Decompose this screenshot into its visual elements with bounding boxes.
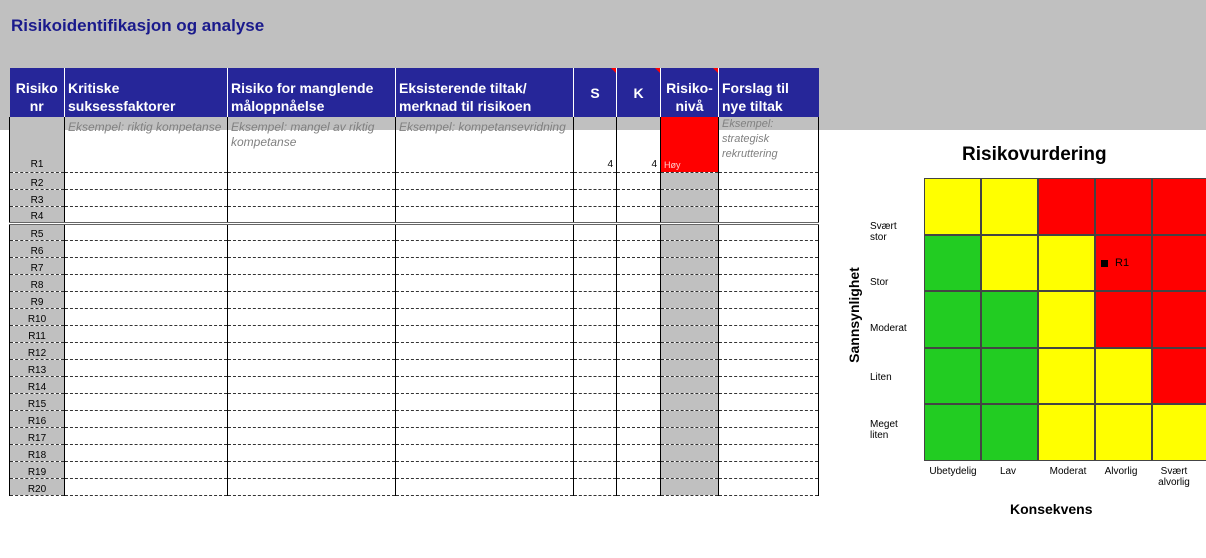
matrix-cell [1095,291,1152,348]
existing-cell[interactable] [396,410,574,427]
table-row [10,427,819,444]
existing-cell[interactable] [396,206,574,223]
matrix-cell [981,235,1038,292]
matrix-cell [1095,178,1152,235]
existing-cell[interactable] [396,444,574,461]
risk-cell[interactable] [228,342,396,359]
header-risk-level-label: Risiko- nivå [666,80,713,114]
risk-cell[interactable] [228,308,396,325]
s-cell[interactable] [574,189,617,206]
page-title: Risikoidentifikasjon og analyse [11,16,265,35]
level-cell[interactable] [661,427,719,444]
table-row [10,257,819,274]
s-cell[interactable] [574,257,617,274]
comment-indicator[interactable] [713,68,718,73]
table-row [10,359,819,376]
table-row [10,291,819,308]
level-cell[interactable] [661,291,719,308]
header-risk-level[interactable] [661,68,719,117]
proposal-cell[interactable] [719,274,819,291]
s-cell[interactable] [574,325,617,342]
existing-cell[interactable] [396,376,574,393]
table-row [10,172,819,189]
level-cell[interactable] [661,172,719,189]
factors-cell[interactable] [65,274,228,291]
level-cell[interactable] [661,257,719,274]
k-cell[interactable] [617,359,661,376]
k-cell[interactable] [617,274,661,291]
k-cell[interactable] [617,376,661,393]
matrix-cell [1152,178,1206,235]
header-proposal[interactable]: Forslag til nye tiltak [719,68,819,117]
factors-cell[interactable] [65,359,228,376]
s-cell[interactable] [574,427,617,444]
matrix-cell [924,291,981,348]
factors-cell[interactable] [65,325,228,342]
existing-cell[interactable] [396,359,574,376]
risk-marker-label: R1 [1115,256,1130,269]
risk-cell[interactable] [228,461,396,478]
nr-cell[interactable]: R4 [10,206,65,223]
factors-cell[interactable] [65,393,228,410]
risk-matrix [924,178,1206,461]
existing-cell[interactable] [396,325,574,342]
factors-cell[interactable] [65,308,228,325]
k-cell[interactable] [617,393,661,410]
factors-cell[interactable] [65,172,228,189]
nr-cell[interactable]: R8 [10,274,65,291]
k-cell[interactable] [617,223,661,240]
risk-cell[interactable] [228,444,396,461]
nr-cell[interactable]: R17 [10,427,65,444]
table-row [10,393,819,410]
risk-cell[interactable] [228,172,396,189]
risk-cell[interactable] [228,223,396,240]
proposal-cell[interactable] [719,257,819,274]
matrix-cell [1152,348,1206,405]
factors-cell[interactable] [65,478,228,495]
s-cell[interactable] [574,240,617,257]
table-row [10,325,819,342]
s-cell[interactable] [574,410,617,427]
x-tick-label: Alvorlig [1104,466,1138,477]
header-risk[interactable]: Risiko for manglende måloppnåelse [228,68,396,117]
matrix-cell [924,404,981,461]
level-cell[interactable] [661,240,719,257]
factors-cell[interactable] [65,257,228,274]
k-cell[interactable] [617,189,661,206]
s-cell[interactable] [574,444,617,461]
risk-cell[interactable] [228,376,396,393]
level-cell[interactable] [661,393,719,410]
nr-cell[interactable]: R14 [10,376,65,393]
k-cell[interactable] [617,172,661,189]
y-tick-label: Moderat [870,323,907,334]
nr-cell[interactable]: R6 [10,240,65,257]
table-row [10,308,819,325]
factors-cell[interactable] [65,444,228,461]
s-cell[interactable] [574,172,617,189]
s-cell[interactable] [574,393,617,410]
factors-cell[interactable] [65,376,228,393]
matrix-cell [981,291,1038,348]
factors-cell[interactable] [65,427,228,444]
matrix-cell [1038,348,1095,405]
k-cell[interactable] [617,206,661,223]
existing-cell[interactable] [396,427,574,444]
risk-table [9,68,819,496]
level-cell[interactable] [661,325,719,342]
risk-cell[interactable] [228,393,396,410]
existing-cell[interactable] [396,342,574,359]
level-cell[interactable]: Høy [661,117,719,172]
table-row [10,342,819,359]
existing-cell[interactable] [396,257,574,274]
table-row [10,461,819,478]
nr-cell[interactable]: R2 [10,172,65,189]
factors-example-text: Eksempel: riktig kompetanse [68,120,222,134]
matrix-cell [1038,291,1095,348]
table-row [10,240,819,257]
proposal-cell[interactable] [719,444,819,461]
table-body [10,117,819,495]
table-row [10,376,819,393]
y-tick-label: Stor [870,277,889,288]
nr-cell[interactable]: R5 [10,223,65,240]
matrix-cell [1095,404,1152,461]
factors-cell[interactable] [65,291,228,308]
x-tick-label: Lav [999,466,1017,477]
risk-cell[interactable] [228,427,396,444]
factors-cell[interactable] [65,342,228,359]
existing-cell[interactable] [396,240,574,257]
s-cell[interactable] [574,342,617,359]
proposal-example-text: Eksempel: strategisk rekruttering [722,118,778,160]
s-cell[interactable] [574,291,617,308]
table-row [10,478,819,495]
risk-cell[interactable] [228,359,396,376]
nr-cell[interactable]: R20 [10,478,65,495]
proposal-cell[interactable] [719,359,819,376]
nr-cell[interactable]: R18 [10,444,65,461]
factors-cell[interactable] [65,461,228,478]
level-cell[interactable] [661,376,719,393]
s-cell[interactable] [574,359,617,376]
matrix-cell [1152,291,1206,348]
matrix-cell [1095,348,1152,405]
nr-cell[interactable]: R19 [10,461,65,478]
s-cell[interactable] [574,478,617,495]
header-k-label: K [633,84,644,101]
matrix-cell [1038,235,1095,292]
matrix-cell [1038,404,1095,461]
k-cell[interactable] [617,478,661,495]
proposal-cell[interactable] [719,478,819,495]
level-cell[interactable] [661,410,719,427]
s-cell[interactable] [574,308,617,325]
table-row [10,117,819,172]
table-header-row [10,68,819,117]
proposal-cell[interactable] [719,189,819,206]
risk-cell[interactable] [228,291,396,308]
existing-cell[interactable] [396,308,574,325]
proposal-cell[interactable] [719,325,819,342]
existing-cell[interactable] [396,274,574,291]
nr-cell[interactable]: R3 [10,189,65,206]
nr-cell[interactable]: R11 [10,325,65,342]
matrix-cell [924,348,981,405]
risk-cell[interactable] [228,478,396,495]
existing-cell[interactable] [396,461,574,478]
existing-cell[interactable] [396,189,574,206]
existing-cell[interactable] [396,291,574,308]
existing-example-text: Eksempel: kompetansevridning [399,120,566,134]
s-cell[interactable]: 4 [574,117,617,172]
matrix-cell [981,348,1038,405]
proposal-cell[interactable] [719,291,819,308]
proposal-cell[interactable] [719,393,819,410]
proposal-cell[interactable] [719,240,819,257]
y-tick-label: Svært stor [870,221,897,243]
risk-marker[interactable] [1101,260,1108,267]
k-cell[interactable] [617,240,661,257]
matrix-cell [1038,178,1095,235]
x-tick-label: Moderat [1049,466,1087,477]
proposal-cell[interactable] [719,223,819,240]
nr-cell[interactable]: R10 [10,308,65,325]
k-cell[interactable] [617,444,661,461]
matrix-cell [924,178,981,235]
k-cell[interactable] [617,342,661,359]
table-row [10,410,819,427]
matrix-cell [981,178,1038,235]
factors-cell[interactable] [65,240,228,257]
x-axis-title: Konsekvens [1010,501,1093,517]
proposal-cell[interactable] [719,308,819,325]
factors-cell[interactable] [65,410,228,427]
proposal-cell[interactable] [719,342,819,359]
level-cell[interactable] [661,342,719,359]
s-cell[interactable] [574,461,617,478]
nr-cell[interactable]: R16 [10,410,65,427]
nr-cell[interactable]: R15 [10,393,65,410]
existing-cell[interactable] [396,223,574,240]
k-cell[interactable] [617,257,661,274]
proposal-cell[interactable] [719,172,819,189]
level-cell[interactable] [661,223,719,240]
header-s-label: S [590,84,600,101]
table-row [10,274,819,291]
level-cell[interactable] [661,308,719,325]
k-cell[interactable]: 4 [617,117,661,172]
table-row [10,189,819,206]
matrix-cell [981,404,1038,461]
s-cell[interactable] [574,206,617,223]
proposal-cell[interactable] [719,427,819,444]
proposal-cell[interactable] [719,376,819,393]
header-k[interactable] [617,68,661,117]
risk-cell[interactable] [228,257,396,274]
k-cell[interactable] [617,427,661,444]
header-risk-nr[interactable]: Risiko nr [10,68,65,117]
level-cell[interactable] [661,189,719,206]
y-axis-title: Sannsynlighet [846,267,862,363]
k-cell[interactable] [617,325,661,342]
level-cell[interactable] [661,274,719,291]
table-row [10,223,819,240]
level-cell[interactable] [661,478,719,495]
factors-cell[interactable] [65,189,228,206]
risk-cell[interactable] [228,274,396,291]
existing-cell[interactable] [396,172,574,189]
level-cell[interactable] [661,444,719,461]
existing-cell[interactable] [396,478,574,495]
risk-cell[interactable] [228,206,396,223]
s-cell[interactable] [574,274,617,291]
matrix-title: Risikovurdering [962,144,1107,165]
factors-cell[interactable] [65,117,228,172]
nr-cell[interactable]: R9 [10,291,65,308]
factors-cell[interactable] [65,206,228,223]
x-tick-label: Svært alvorlig [1158,466,1190,488]
k-cell[interactable] [617,291,661,308]
risk-cell[interactable] [228,325,396,342]
matrix-cell [1152,404,1206,461]
risk-cell[interactable] [228,117,396,172]
nr-cell[interactable]: R12 [10,342,65,359]
level-cell[interactable] [661,461,719,478]
nr-cell[interactable]: R1 [10,117,65,172]
risk-cell[interactable] [228,240,396,257]
nr-cell[interactable]: R7 [10,257,65,274]
nr-cell[interactable]: R13 [10,359,65,376]
existing-cell[interactable] [396,117,574,172]
s-cell[interactable] [574,223,617,240]
x-tick-label: Ubetydelig [929,466,977,477]
proposal-cell[interactable] [719,410,819,427]
table-row [10,206,819,223]
proposal-cell[interactable] [719,461,819,478]
level-cell[interactable] [661,359,719,376]
risk-example-text: Eksempel: mangel av riktig kompetanse [231,120,375,149]
risk-cell[interactable] [228,189,396,206]
proposal-cell[interactable] [719,117,819,172]
comment-indicator[interactable] [655,68,660,73]
k-cell[interactable] [617,308,661,325]
y-tick-label: Meget liten [870,419,898,441]
level-cell[interactable] [661,206,719,223]
risk-cell[interactable] [228,410,396,427]
matrix-cell [924,235,981,292]
matrix-cell [1152,235,1206,292]
header-critical-factors[interactable]: Kritiske suksessfaktorer [65,68,228,117]
header-s[interactable] [574,68,617,117]
comment-indicator[interactable] [611,68,616,73]
header-existing-measures[interactable]: Eksisterende tiltak/ merknad til risikoen [396,68,574,117]
factors-cell[interactable] [65,223,228,240]
y-tick-label: Liten [870,372,892,383]
s-cell[interactable] [574,376,617,393]
k-cell[interactable] [617,410,661,427]
table-row [10,444,819,461]
k-cell[interactable] [617,461,661,478]
existing-cell[interactable] [396,393,574,410]
proposal-cell[interactable] [719,206,819,223]
